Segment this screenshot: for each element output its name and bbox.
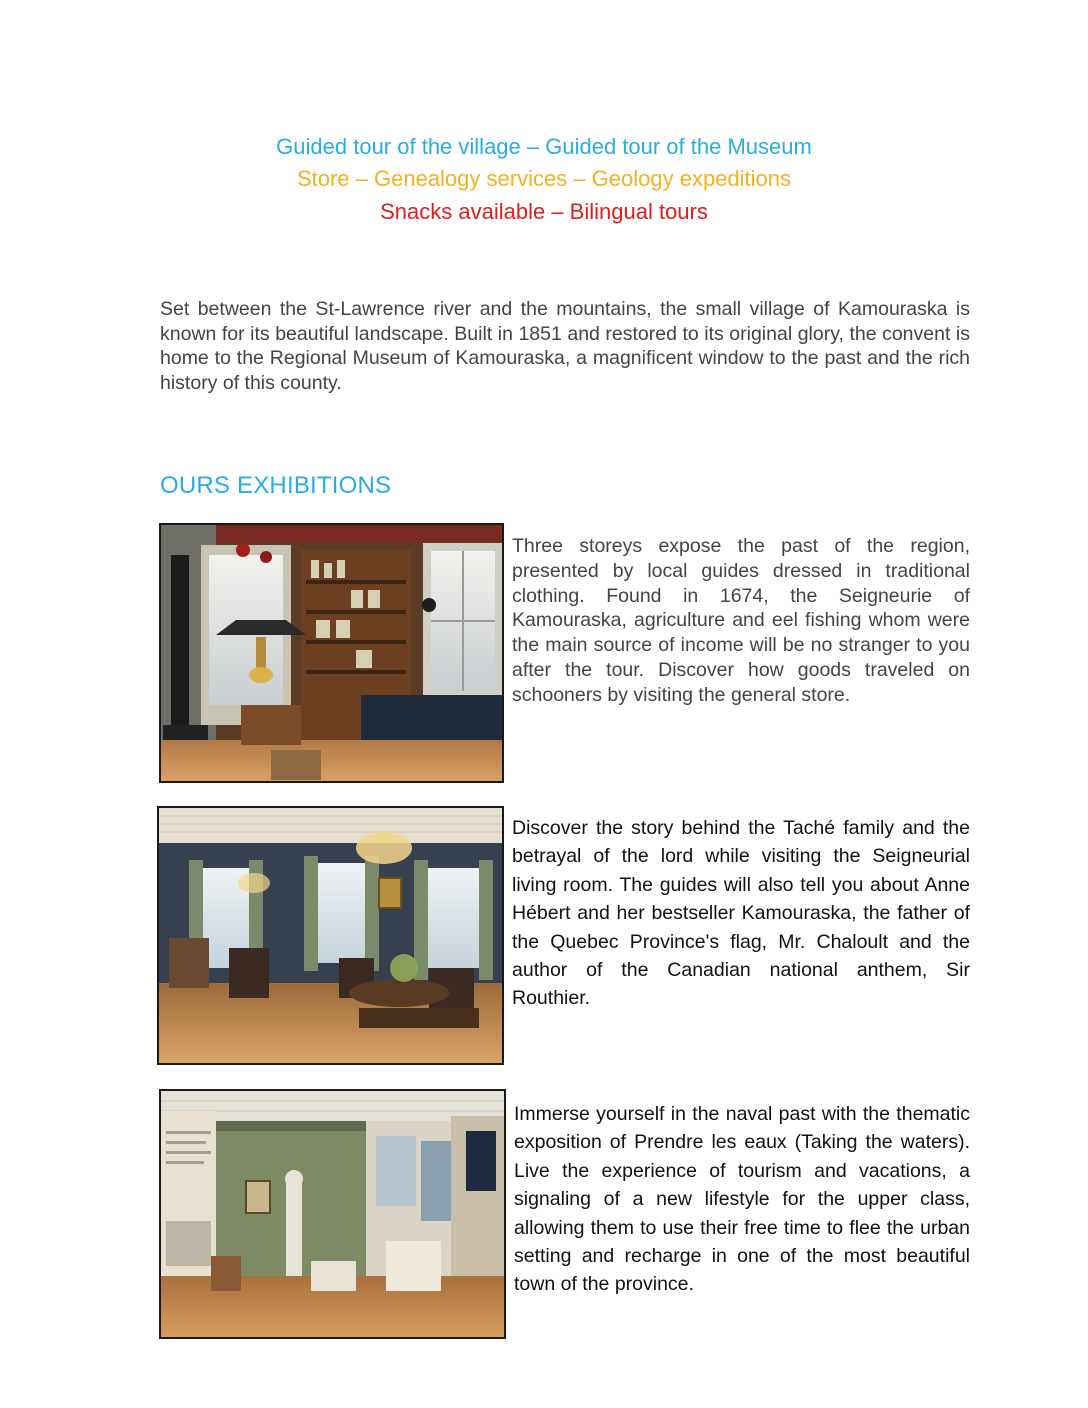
exhibition-text-naval: Immerse yourself in the naval past with the thematic exposition of Prendre les eaux (Taking the waters). Live the experience of tourism and vacations, a signaling of a new lifestyle for the upper class, allowing them to use their free time to flee the urban setting and recharge in one of the most beautiful town of the province. <box>514 1103 970 1296</box>
services-line-snacks: Snacks available – Bilingual tours <box>380 199 708 224</box>
living-room-photo <box>157 806 504 1065</box>
naval-exhibition-photo <box>159 1089 506 1339</box>
exhibition-text-living-room: Discover the story behind the Taché family and the betrayal of the lord while visiting the Seigneurial living room. The guides will also tell you about Anne Hébert and her bestseller Kamouraska, the father of the Quebec Province's flag, Mr. Chaloult and the author of the Canadian national anthem, Sir Routhier. <box>512 817 970 1010</box>
section-title: OURS EXHIBITIONS <box>160 472 392 499</box>
services-line-store: Store – Genealogy services – Geology expeditions <box>296 166 792 191</box>
exhibition-text-general-store: Three storeys expose the past of the region, presented by local guides dressed in traditional clothing. Found in 1674, the Seigneurie of Kamouraska, agriculture and eel fishing whom were the main source of income will be no stranger to you after the tour. Discover how goods traveled on schooners by visiting the general store. <box>512 535 970 706</box>
general-store-photo <box>159 523 504 783</box>
services-line-tours: Guided tour of the village – Guided tour of the Museum <box>276 134 812 159</box>
intro-paragraph: Set between the St-Lawrence river and the mountains, the small village of Kamouraska is known for its beautiful landscape. Built in 1851 and restored to its original glory, the convent is home to the Regional Museum of Kamouraska, a magnificent window to the past and the rich history of this county. <box>160 298 970 395</box>
